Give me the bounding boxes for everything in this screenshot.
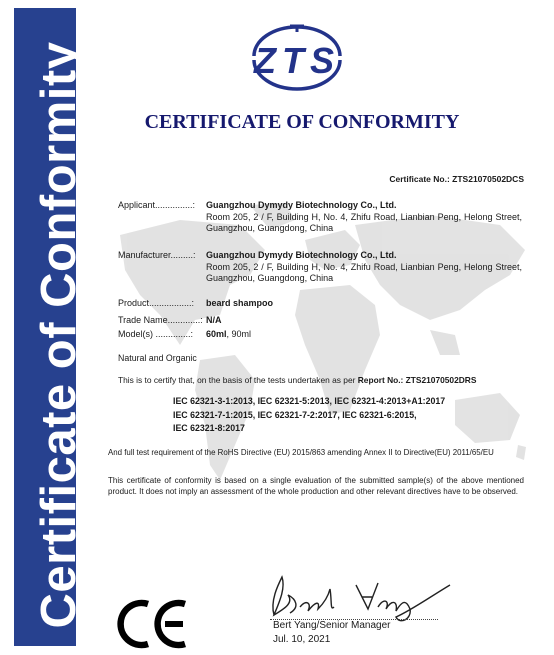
model-secondary: , 90ml: [226, 329, 252, 339]
manufacturer-name: Guangzhou Dymydy Biotechnology Co., Ltd.: [206, 250, 397, 260]
applicant-name: Guangzhou Dymydy Biotechnology Co., Ltd.: [206, 200, 397, 210]
trade-name-label: Trade Name.............:: [118, 315, 203, 325]
models-label: Model(s) ..............:: [118, 329, 194, 339]
logo-text: ZTS: [254, 40, 340, 81]
certificate-number: [389, 174, 524, 184]
signer-name: Bert Yang/Senior Manager: [273, 620, 391, 631]
page-title: CERTIFICATE OF CONFORMITY: [144, 111, 460, 133]
side-banner-text: Certificate of Conformity: [32, 41, 86, 629]
manufacturer-label: Manufacturer.........:: [118, 250, 196, 260]
report-label: Report No.:: [357, 375, 404, 385]
applicant-label: Applicant...............:: [118, 200, 196, 210]
ce-mark-icon: [115, 598, 189, 650]
side-banner: [14, 8, 86, 646]
trade-name-value: N/A: [206, 315, 222, 325]
product-label: Product.................:: [118, 298, 195, 308]
report-number: ZTS21070502DRS: [405, 375, 477, 385]
product-description: Natural and Organic: [118, 353, 197, 363]
certificate-number-value: ZTS21070502DCS: [452, 174, 524, 184]
product-value: beard shampoo: [206, 298, 274, 308]
model-primary: 60ml: [206, 329, 227, 339]
certify-text: This is to certify that, on the basis of the tests undertaken as per: [118, 375, 356, 385]
rohs-statement: And full test requirement of the RoHS Directive (EU) 2015/863 amending Annex II to Directive(EU) 2011/65/EU: [108, 448, 494, 457]
issue-date: Jul. 10, 2021: [273, 634, 331, 645]
models-value: [206, 329, 522, 341]
disclaimer: This certificate of conformity is based on a single evaluation of the submitted sample(s) of the above mentioned product. It does not imply an assessment of the whole production and other relevant directives have to be observed.: [108, 476, 524, 496]
standard-line: IEC 62321-7-1:2015, IEC 62321-7-2:2017, IEC 62321-6:2015,: [173, 410, 417, 420]
certificate-number-label: Certificate No.:: [389, 174, 450, 184]
applicant-value: [206, 200, 522, 235]
manufacturer-address: Room 205, 2 / F, Building H, No. 4, Zhifu Road, Lianbian Peng, Helong Street, Guangzhou, Guangdong, China: [206, 261, 522, 283]
standard-line: IEC 62321-8:2017: [173, 423, 245, 433]
standard-line: IEC 62321-3-1:2013, IEC 62321-5:2013, IEC 62321-4:2013+A1:2017: [173, 396, 446, 406]
manufacturer-value: [206, 250, 522, 285]
applicant-address: Room 205, 2 / F, Building H, No. 4, Zhifu Road, Lianbian Peng, Helong Street, Guangzhou, Guangdong, China: [206, 211, 522, 233]
certify-statement: [118, 375, 476, 385]
